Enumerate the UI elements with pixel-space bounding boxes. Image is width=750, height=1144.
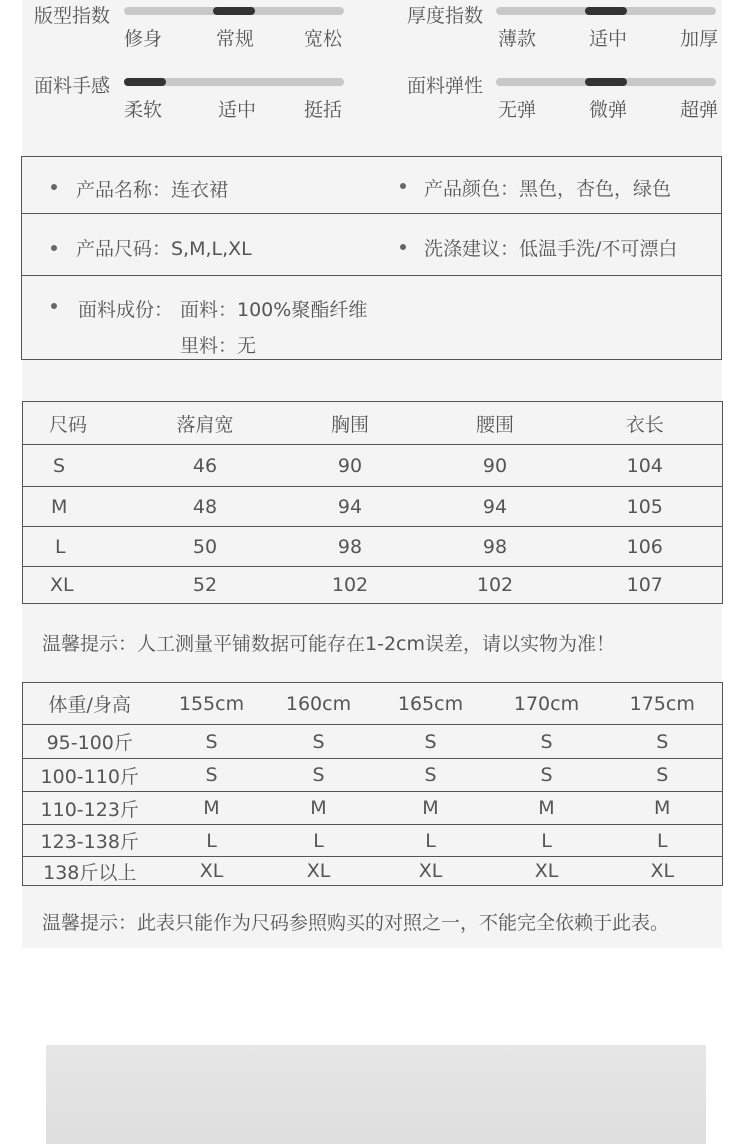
product-info-box [21, 156, 722, 360]
info-row [22, 276, 721, 359]
indicator-bar [124, 78, 344, 86]
header-cell: 155cm [157, 683, 267, 725]
table-cell: S [603, 725, 723, 759]
bullet-icon [51, 184, 57, 190]
table-cell: L [491, 825, 603, 857]
table-cell: XL [603, 857, 723, 886]
indicator-option: 常规 [216, 28, 255, 50]
table-cell: S [491, 725, 603, 759]
indicator-option: 修身 [124, 28, 163, 50]
info-row [22, 157, 721, 214]
bullet-icon [51, 303, 57, 309]
recommendation-header [23, 683, 723, 725]
product-color: 产品颜色：黑色，杏色，绿色 [424, 178, 672, 200]
indicator-option: 宽松 [304, 28, 343, 50]
product-name: 产品名称：连衣裙 [76, 179, 229, 201]
table-cell: 94 [423, 487, 568, 527]
indicator-label: 版型指数 [34, 5, 111, 27]
wash-advice: 洗涤建议：低温手洗/不可漂白 [424, 238, 678, 260]
table-cell: S [371, 759, 491, 792]
product-size: 产品尺码：S,M,L,XL [76, 238, 252, 260]
table-cell: XL [157, 857, 267, 886]
table-cell: S [603, 759, 723, 792]
table-cell: M [371, 792, 491, 825]
bullet-icon [400, 183, 406, 189]
recommendation-table [22, 682, 723, 886]
header-cell: 腰围 [423, 402, 568, 445]
table-row [23, 567, 723, 604]
product-photo [46, 1045, 706, 1144]
indicator-bar [496, 7, 716, 15]
header-cell: 170cm [491, 683, 603, 725]
indicator-marker [213, 7, 255, 15]
indicator-label: 面料手感 [34, 75, 111, 97]
measurement-tip: 温馨提示：人工测量平铺数据可能存在1-2cm误差，请以实物为准！ [42, 633, 615, 655]
table-row [23, 759, 723, 792]
table-cell: S [267, 725, 371, 759]
table-cell: 90 [278, 445, 423, 487]
table-cell: 106 [568, 527, 723, 567]
indicator-marker [585, 78, 627, 86]
table-cell: S [267, 759, 371, 792]
indicator-option: 加厚 [680, 28, 719, 50]
indicator-bar [496, 78, 716, 86]
table-cell: M [491, 792, 603, 825]
table-cell: 46 [133, 445, 278, 487]
header-cell: 体重/身高 [23, 683, 157, 725]
header-cell: 胸围 [278, 402, 423, 445]
bullet-icon [51, 245, 57, 251]
indicator-option: 微弹 [589, 99, 628, 121]
table-cell: M [603, 792, 723, 825]
table-cell: 104 [568, 445, 723, 487]
indicator-marker [124, 78, 166, 86]
table-cell: 123-138斤 [23, 825, 157, 857]
bullet-icon [400, 244, 406, 250]
material-lining: 里料：无 [180, 335, 257, 357]
table-cell: XL [491, 857, 603, 886]
material-label: 面料成份： [78, 299, 174, 321]
table-cell: 107 [568, 567, 723, 604]
reference-tip: 温馨提示：此表只能作为尺码参照购买的对照之一，不能完全依赖于此表。 [42, 912, 670, 934]
table-row [23, 487, 723, 527]
table-row [23, 857, 723, 886]
header-cell: 160cm [267, 683, 371, 725]
indicator-option: 超弹 [680, 99, 719, 121]
table-cell: 98 [278, 527, 423, 567]
indicator-option: 无弹 [498, 99, 537, 121]
indicator-label: 厚度指数 [407, 5, 484, 27]
table-cell: S [157, 725, 267, 759]
table-cell: L [603, 825, 723, 857]
table-cell: 98 [423, 527, 568, 567]
table-cell: 102 [423, 567, 568, 604]
indicator-label: 面料弹性 [407, 75, 484, 97]
indicator-bar [124, 7, 344, 15]
indicator-option: 柔软 [124, 99, 163, 121]
indicator-option: 挺括 [304, 99, 343, 121]
table-cell: L [267, 825, 371, 857]
size-table-header [23, 402, 723, 445]
indicator-option: 适中 [589, 28, 628, 50]
header-cell: 尺码 [23, 402, 133, 445]
table-cell: S [23, 445, 133, 487]
indicator-option: 薄款 [498, 28, 537, 50]
info-row [22, 214, 721, 276]
indicator-marker [585, 7, 627, 15]
table-cell: 48 [133, 487, 278, 527]
table-row [23, 725, 723, 759]
header-cell: 175cm [603, 683, 723, 725]
table-row [23, 792, 723, 825]
header-cell: 落肩宽 [133, 402, 278, 445]
table-row [23, 527, 723, 567]
table-cell: M [23, 487, 133, 527]
table-cell: L [157, 825, 267, 857]
table-cell: 102 [278, 567, 423, 604]
header-cell: 衣长 [568, 402, 723, 445]
table-cell: XL [267, 857, 371, 886]
table-cell: S [157, 759, 267, 792]
table-cell: L [371, 825, 491, 857]
table-cell: L [23, 527, 133, 567]
table-cell: 52 [133, 567, 278, 604]
table-cell: 90 [423, 445, 568, 487]
table-cell: 100-110斤 [23, 759, 157, 792]
indicator-option: 适中 [218, 99, 257, 121]
size-table [22, 401, 723, 604]
table-cell: 138斤以上 [23, 857, 157, 886]
table-cell: XL [23, 567, 133, 604]
table-row [23, 825, 723, 857]
table-cell: M [267, 792, 371, 825]
table-cell: S [491, 759, 603, 792]
table-cell: 50 [133, 527, 278, 567]
table-row [23, 445, 723, 487]
table-cell: 94 [278, 487, 423, 527]
material-main: 面料：100%聚酯纤维 [180, 299, 368, 321]
header-cell: 165cm [371, 683, 491, 725]
table-cell: 105 [568, 487, 723, 527]
table-cell: 110-123斤 [23, 792, 157, 825]
table-cell: S [371, 725, 491, 759]
table-cell: M [157, 792, 267, 825]
table-cell: 95-100斤 [23, 725, 157, 759]
table-cell: XL [371, 857, 491, 886]
